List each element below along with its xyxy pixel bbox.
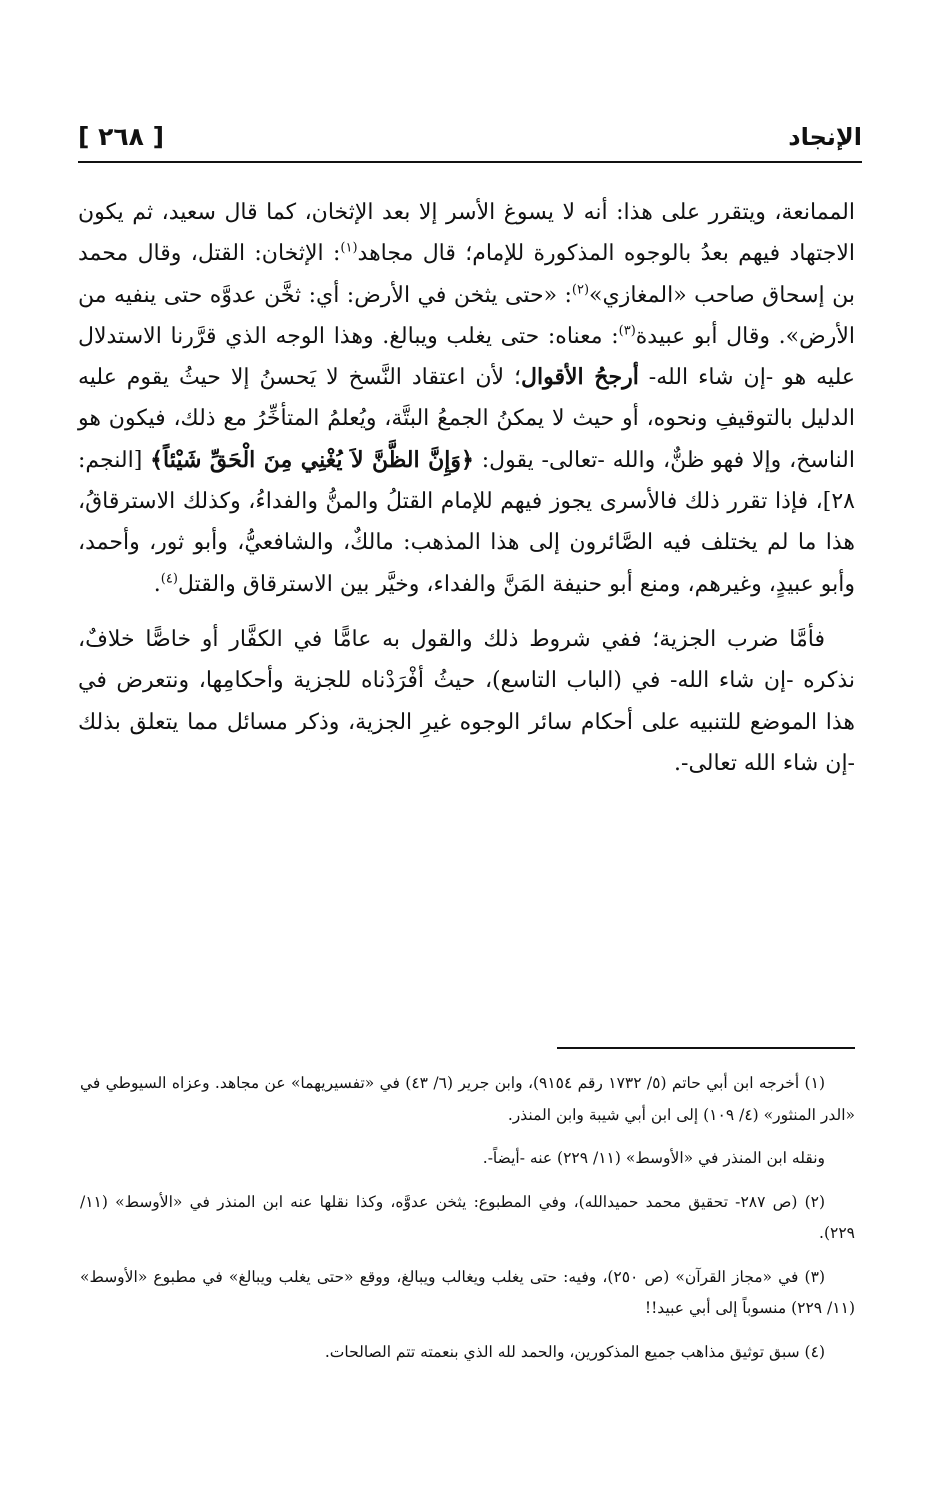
- page-number: [ ٢٦٨ ]: [78, 122, 165, 151]
- footnote-ref-2: (٢): [571, 282, 590, 298]
- text-segment: ؛ لأن اعتقاد النَّسخ لا يَحسنُ إلا حيثُ يقوم عليه الدليل بالتوقيفِ ونحوه، أو حيث لا يمكنُ الجمعُ البتَّة، ويُعلمُ المتأخِّرُ مع ذلك، فيكون هو الناسخ، وإلا فهو ظنٌّ، والله -تعالى- يقول:: [78, 365, 856, 473]
- footnote-ref-3: (٣): [618, 323, 636, 339]
- footnote-1-continued: ونقله ابن المنذر في «الأوسط» (١١/ ٢٢٩) عنه -أيضاً-.: [482, 1149, 825, 1167]
- footnote-2: (٢) (ص ٢٨٧- تحقيق محمد حميدالله)، وفي المطبوع: يثخن عدوَّه، وكذا نقلها عنه ابن المنذر في «الأوسط» (١١/ ٢٢٩).: [80, 1192, 855, 1242]
- footnote-separator: [557, 1047, 855, 1049]
- footnote-ref-4: (٤): [160, 571, 178, 587]
- emphasized-phrase: أرجحُ الأقوال: [521, 364, 639, 391]
- text-segment: الممانعة، ويتقرر على هذا: أنه لا يسوغ الأسر إلا بعد الإثخان، كما قال سعيد، ثم يكون الاجتهاد فيهم بعدُ بالوجوه المذكورة للإمام؛ قال مجاهد: [78, 200, 855, 267]
- text-segment: : معناه: حتى يغلب ويبالغ. وهذا الوجه الذي قرَّرنا الاستدلال عليه هو -إن شاء الله-: [78, 323, 855, 391]
- page-header: [78, 105, 862, 163]
- footnotes: [80, 1068, 855, 1380]
- footnote-ref-1: (١): [340, 240, 358, 256]
- paragraph-1: [78, 192, 855, 605]
- quran-verse: ﴿وَإِنَّ الظَّنَّ لاَ يُغْنِي مِنَ الْحَقِّ شَيْئاً﴾: [150, 446, 474, 473]
- footnote-4: (٤) سبق توثيق مذاهب جميع المذكورين، والحمد لله الذي بنعمته تتم الصالحات.: [324, 1342, 825, 1361]
- text-segment: : «حتى يثخن في الأرض: أي: ثخَّن عدوَّه حتى ينفيه من الأرض». وقال أبو عبيدة: [78, 282, 855, 349]
- text-segment: : الإثخان: القتل، وقال محمد بن إسحاق صاحب «المغازي»: [78, 241, 855, 308]
- running-title: الإنجاد: [788, 123, 862, 151]
- main-text: [78, 192, 855, 784]
- footnote-3: (٣) في «مجاز القرآن» (ص ٢٥٠)، وفيه: حتى يغلب ويغالب ويبالغ، ووقع «حتى يغلب ويبالغ» في مطبوع «الأوسط» (١١/ ٢٢٩) منسوباً إلى أبي عبيد!!: [80, 1267, 855, 1317]
- paragraph-2: فأمَّا ضرب الجزية؛ ففي شروط ذلك والقول به عامًّا في الكفَّار أو خاصًّا خلافٌ، نذكره -إن شاء الله- في (الباب التاسع)، حيثُ أفْرَدْناه للجزية وأحكامِها، ونتعرض في هذا الموضع للتنبيه على أحكام سائر الوجوه غيرِ الجزية، وذكر مسائل مما يتعلق بذلك -إن شاء الله تعالى-.: [78, 626, 855, 776]
- footnote-1: (١) أخرجه ابن أبي حاتم (٥/ ١٧٣٢ رقم ٩١٥٤)، وابن جرير (٦/ ٤٣) في «تفسيريهما» عن مجاهد. وعزاه السيوطي في «الدر المنثور» (٤/ ١٠٩) إلى ابن أبي شيبة وابن المنذر.: [80, 1074, 855, 1124]
- text-segment: [النجم: ٢٨]، فإذا تقرر ذلك فالأسرى يجوز فيهم للإمام القتلُ والمنُّ والفداءُ، وكذلك الاسترقاقُ، هذا ما لم يختلف فيه الصَّائرون إلى هذا المذهب: مالكٌ، والشافعيُّ، وأبو ثور، وأحمد، وأبو عبيدٍ، وغيرهم، ومنع أبو حنيفة المَنَّ والفداء، وخيَّر بين الاسترقاق والقتل: [78, 447, 855, 597]
- text-segment: .: [153, 571, 161, 597]
